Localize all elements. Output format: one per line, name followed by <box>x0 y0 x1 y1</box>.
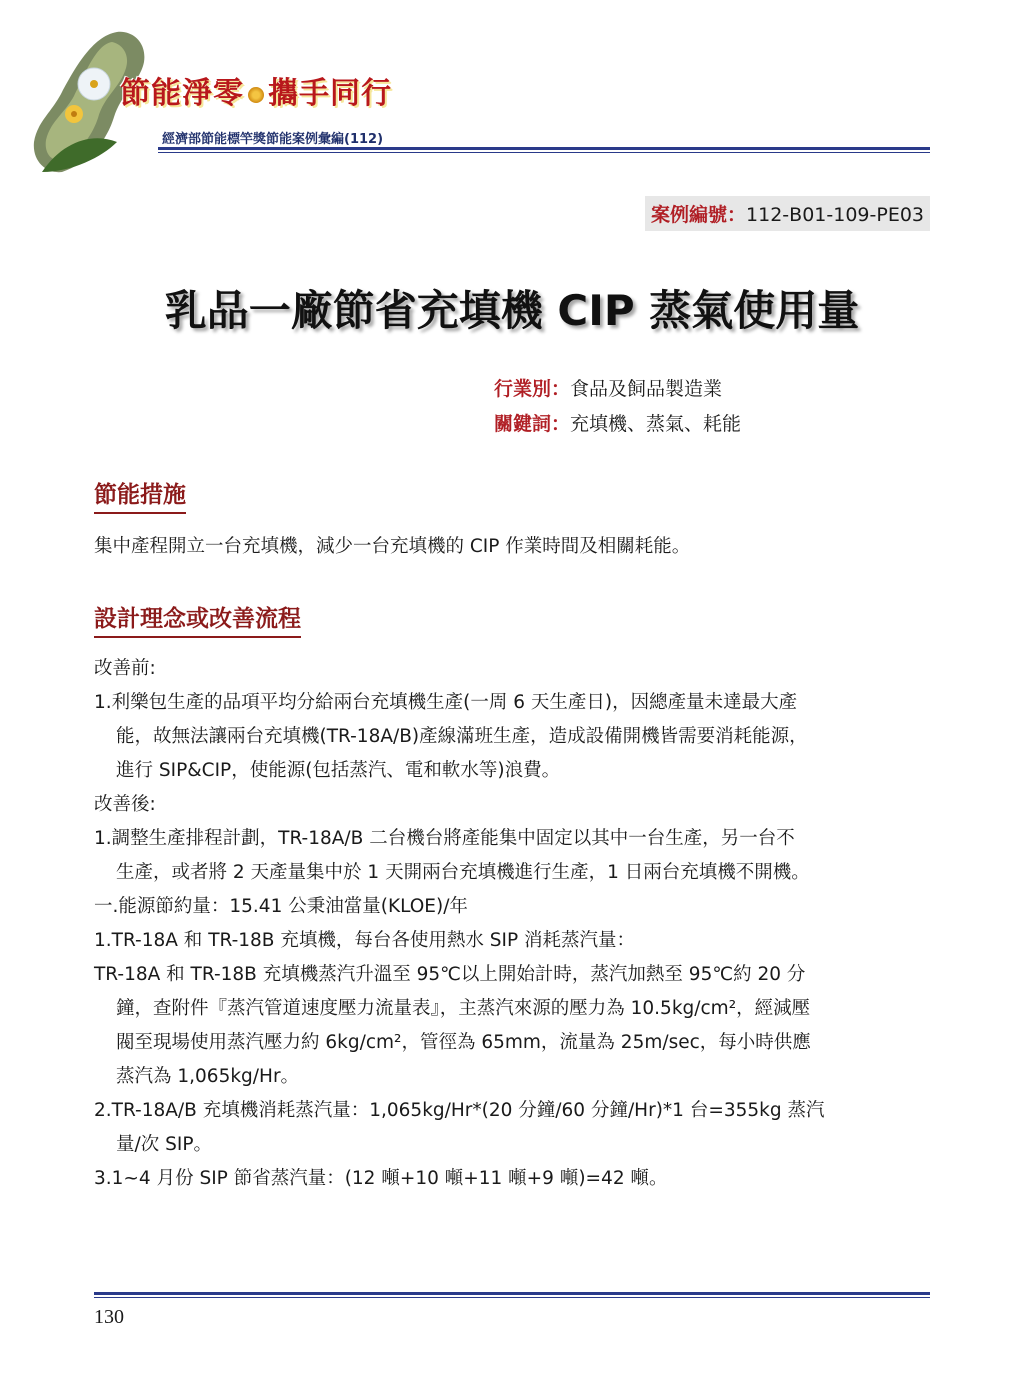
page-number: 130 <box>94 1306 124 1328</box>
item1-line-a: TR-18A 和 TR-18B 充填機蒸汽升溫至 95℃以上開始計時，蒸汽加熱至 95℃約 20 分 <box>94 964 806 985</box>
slogan-right: 攜手同行 <box>268 76 392 111</box>
footer-divider <box>94 1292 930 1298</box>
item2-line-a: 2.TR-18A/B 充填機消耗蒸汽量：1,065kg/Hr*(20 分鐘/60 分鐘/Hr)*1 台=355kg 蒸汽 <box>94 1100 825 1121</box>
keywords-label: 關鍵詞： <box>494 413 571 435</box>
before-line-2: 能，故無法讓兩台充填機(TR-18A/B)產線滿班生產，造成設備開機皆需要消耗能源， <box>116 726 808 747</box>
case-number-label: 案例編號： <box>651 204 747 226</box>
item1-line-b: 鐘，查附件『蒸汽管道速度壓力流量表』，主蒸汽來源的壓力為 10.5kg/cm²，經減壓 <box>116 998 811 1019</box>
case-number <box>645 196 930 231</box>
measures-text: 集中產程開立一台充填機，減少一台充填機的 CIP 作業時間及相關耗能。 <box>94 536 691 557</box>
keywords-line <box>494 409 741 436</box>
after-label: 改善後: <box>94 794 156 815</box>
header-subtitle: 經濟部節能標竿獎節能案例彙編(112) <box>162 132 384 147</box>
after-line-2: 生產，或者將 2 天產量集中於 1 天開兩台充填機進行生產，1 日兩台充填機不開機。 <box>116 862 810 883</box>
item1-line-d: 蒸汽為 1,065kg/Hr。 <box>116 1066 300 1087</box>
slogan-left: 節能淨零 <box>120 76 244 111</box>
after-line-1: 1.調整生產排程計劃，TR-18A/B 二台機台將產能集中固定以其中一台生產，另一台不 <box>94 828 795 849</box>
body-text <box>94 652 930 1196</box>
item3-line: 3.1~4 月份 SIP 節省蒸汽量：(12 噸+10 噸+11 噸+9 噸)=42 噸。 <box>94 1168 668 1189</box>
item2-line-b: 量/次 SIP。 <box>116 1134 212 1155</box>
item1-line: 1.TR-18A 和 TR-18B 充填機，每台各使用熱水 SIP 消耗蒸汽量： <box>94 930 636 951</box>
flower-icon <box>248 87 264 103</box>
saving-line: 一.能源節約量：15.41 公秉油當量(KLOE)/年 <box>94 896 468 917</box>
keywords-value: 充填機、蒸氣、耗能 <box>570 413 742 435</box>
industry-value: 食品及飼品製造業 <box>570 378 723 400</box>
industry-line <box>494 374 722 401</box>
page-title: 乳品一廠節省充填機 CIP 蒸氣使用量 <box>164 286 860 335</box>
measures-heading: 節能措施 <box>94 476 186 514</box>
design-heading: 設計理念或改善流程 <box>94 600 301 638</box>
industry-label: 行業別： <box>494 378 571 400</box>
header-divider <box>158 147 930 153</box>
slogan <box>120 68 392 112</box>
before-label: 改善前: <box>94 658 156 679</box>
before-line-1: 1.利樂包生產的品項平均分給兩台充填機生產(一周 6 天生產日)，因總產量未達最大產 <box>94 692 798 713</box>
case-number-value: 112-B01-109-PE03 <box>746 204 924 226</box>
before-line-3: 進行 SIP&CIP，使能源(包括蒸汽、電和軟水等)浪費。 <box>116 760 561 781</box>
item1-line-c: 閥至現場使用蒸汽壓力約 6kg/cm²，管徑為 65mm，流量為 25m/sec，每小時供應 <box>116 1032 811 1053</box>
